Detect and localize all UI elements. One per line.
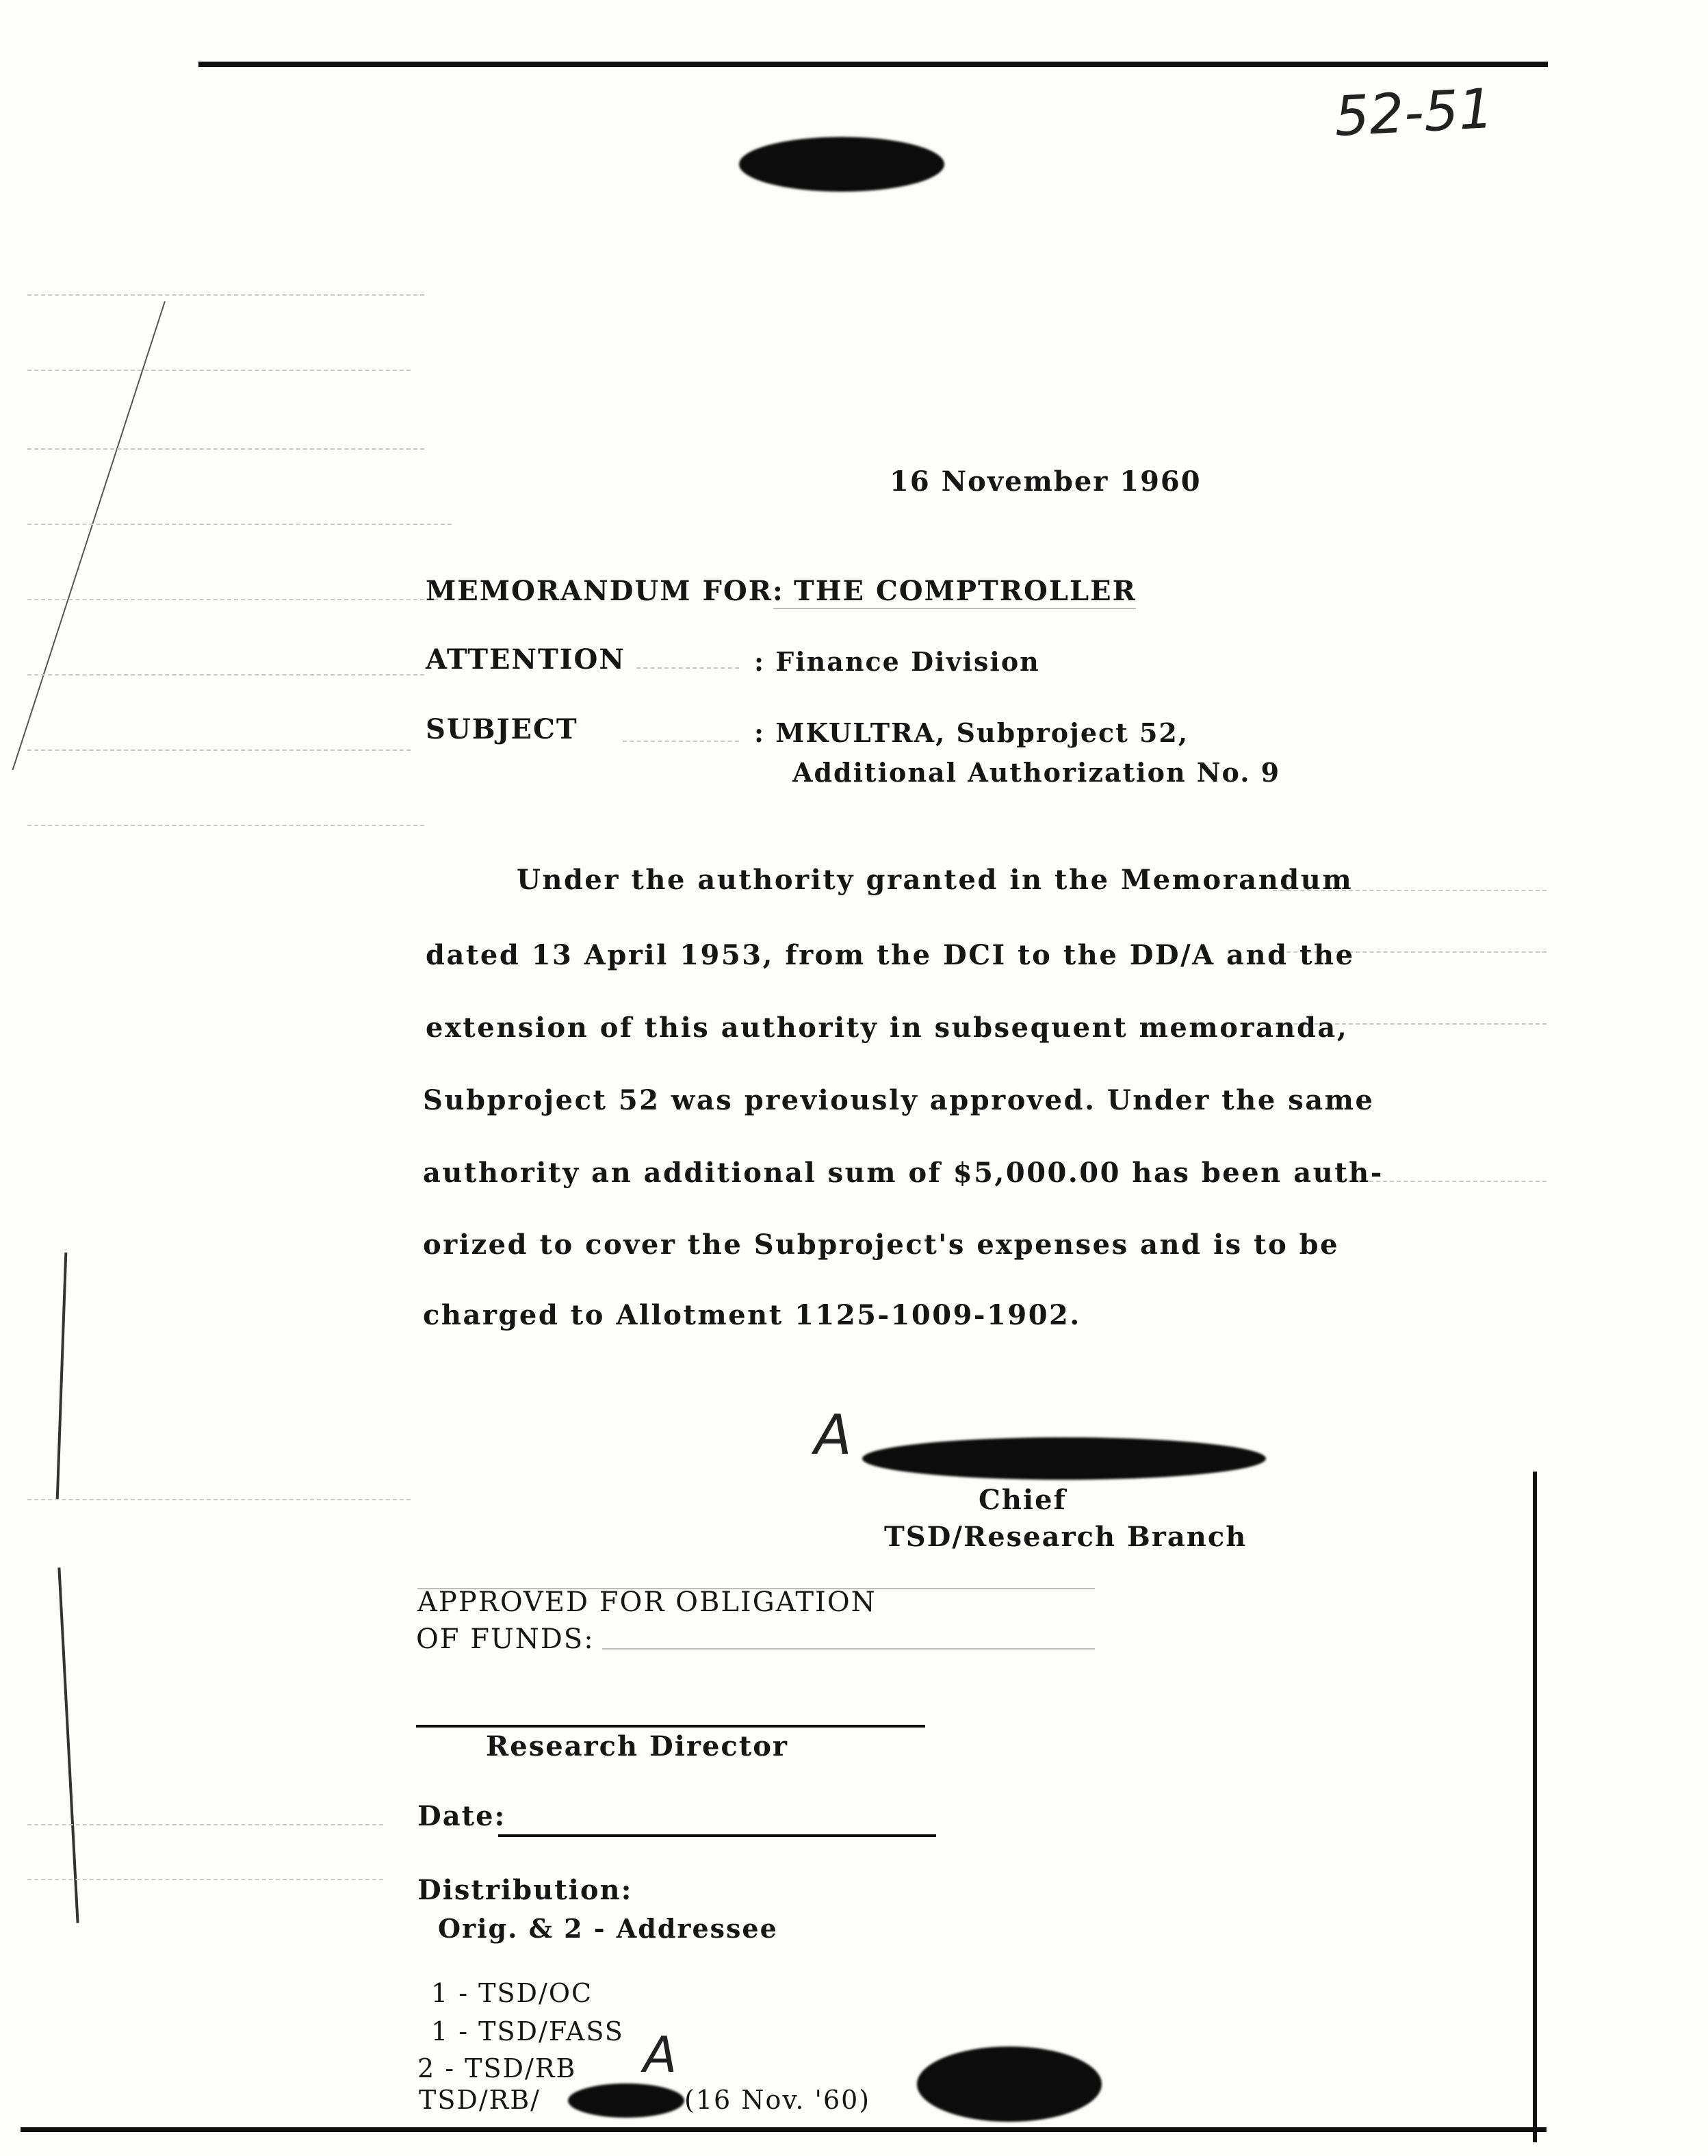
bleed-line xyxy=(27,524,452,525)
redaction-block xyxy=(739,137,944,192)
distribution-item: 1 - TSD/OC xyxy=(431,1978,593,2008)
signature-office: TSD/Research Branch xyxy=(884,1521,1247,1553)
body-line-6: orized to cover the Subproject's expenses and is to be xyxy=(423,1229,1340,1261)
body-line-4: Subproject 52 was previously approved. Under the same xyxy=(423,1084,1375,1116)
approval-line-1: APPROVED FOR OBLIGATION xyxy=(417,1587,877,1618)
attention-value: : Finance Division xyxy=(754,646,1040,677)
right-border xyxy=(1533,1472,1537,2142)
handwritten-initial: A xyxy=(814,1403,852,1467)
distribution-heading: Distribution: xyxy=(417,1874,633,1906)
approval-line-2: OF FUNDS: xyxy=(416,1624,595,1655)
memo-for-value: THE COMPTROLLER xyxy=(794,575,1137,607)
footer-prefix: TSD/RB/ xyxy=(419,2085,541,2115)
diagonal-stroke xyxy=(12,301,166,770)
body-line-3: extension of this authority in subsequent memoranda, xyxy=(426,1012,1349,1044)
footer-right-redaction xyxy=(917,2046,1102,2122)
underline xyxy=(417,1588,1095,1589)
bleed-line xyxy=(27,448,424,450)
underline xyxy=(602,1648,1095,1650)
left-edge-mark xyxy=(57,1567,79,1923)
distribution-item: 1 - TSD/FASS xyxy=(431,2016,624,2046)
signature-title: Chief xyxy=(979,1484,1067,1516)
footer-redaction xyxy=(568,2083,684,2118)
subject-value-line1: : MKULTRA, Subproject 52, xyxy=(754,717,1189,748)
body-line-5: authority an additional sum of $5,000.00 has been auth- xyxy=(423,1157,1384,1189)
corner-number: 52-51 xyxy=(1332,76,1495,149)
fill-line xyxy=(636,667,739,669)
distribution-initial: A xyxy=(643,2026,677,2083)
body-line-1: Under the authority granted in the Memorandum xyxy=(517,864,1354,896)
footer-date: (16 Nov. '60) xyxy=(684,2085,871,2115)
bleed-line xyxy=(27,599,438,600)
bleed-line xyxy=(27,825,424,826)
top-border xyxy=(198,62,1548,67)
signature-line xyxy=(416,1725,925,1728)
bleed-line xyxy=(27,749,411,751)
bleed-line xyxy=(27,1824,383,1825)
date-label: Date: xyxy=(417,1800,506,1832)
subject-value-line2: Additional Authorization No. 9 xyxy=(792,757,1281,788)
memo-date: 16 November 1960 xyxy=(890,465,1202,498)
bleed-line xyxy=(27,1879,383,1880)
signature-redaction xyxy=(862,1437,1266,1480)
left-edge-mark xyxy=(56,1253,68,1499)
bottom-border xyxy=(21,2127,1547,2132)
distribution-item: 2 - TSD/RB xyxy=(417,2053,577,2083)
attention-label: ATTENTION xyxy=(426,643,625,676)
underline xyxy=(773,608,1136,609)
fill-line xyxy=(623,741,739,742)
bleed-line xyxy=(27,370,411,371)
distribution-item: Orig. & 2 - Addressee xyxy=(438,1913,778,1944)
memo-for-label: MEMORANDUM FOR: xyxy=(426,575,784,607)
subject-label: SUBJECT xyxy=(426,713,578,745)
date-line xyxy=(498,1834,936,1837)
body-line-2: dated 13 April 1953, from the DCI to the DD/A and the xyxy=(426,939,1355,971)
bleed-line xyxy=(27,294,424,296)
bleed-line xyxy=(27,674,424,676)
bleed-line xyxy=(27,1499,411,1500)
approver-title: Research Director xyxy=(486,1730,789,1762)
body-line-7: charged to Allotment 1125-1009-1902. xyxy=(423,1299,1081,1331)
